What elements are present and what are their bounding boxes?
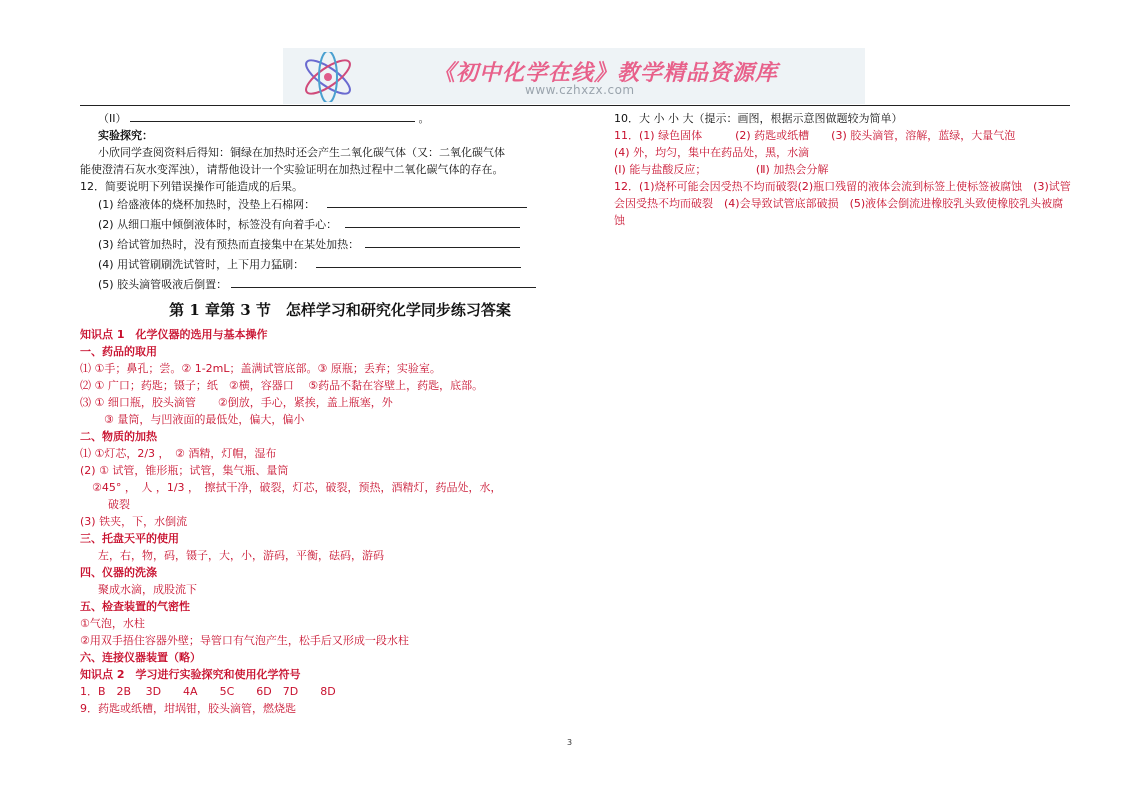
knowledge-point-2: 知识点 2 学习进行实验探究和使用化学符号 [80, 668, 301, 681]
answer-11-i: (Ⅰ) 能与盐酸反应； (Ⅱ) 加热会分解 [614, 163, 829, 176]
question-12-4: (4) 用试管刷刷洗试管时，上下用力猛刷： [80, 255, 600, 275]
experiment-text-1: 小欣同学查阅资料后得知：铜绿在加热时还会产生二氧化碳气体（又：二氧化碳气体 [98, 146, 505, 159]
section-heading: 六、连接仪器装置（略） [80, 651, 201, 664]
answer-11: 11．(1) 绿色固体 (2) 药匙或纸槽 (3) 胶头滴管，溶解，蓝绿，大量气泡 [614, 129, 1016, 142]
right-column [614, 110, 1074, 229]
experiment-text-2: 能使澄清石灰水变浑浊），请帮他设计一个实验证明在加热过程中二氧化碳气体的存在。 [80, 163, 504, 176]
experiment-title: 实验探究： [98, 129, 153, 142]
answer-line: ⑵ ① 广口；药匙；镊子；纸 ②横，容器口 ⑤药品不黏在容壁上，药匙，底部。 [80, 379, 484, 392]
chapter-title: 第 1 章第 3 节 怎样学习和研究化学同步练习答案 [169, 301, 511, 319]
answer-line: 聚成水滴，成股流下 [98, 583, 197, 596]
answer-10: 10．大 小 小 大（提示：画图，根据示意图做题较为简单） [614, 112, 903, 125]
question-12-5: (5) 胶头滴管吸液后倒置： [80, 275, 600, 295]
answer-line: ②用双手捂住容器外壁；导管口有气泡产生，松手后又形成一段水柱 [80, 634, 409, 647]
question-12-3: (3) 给试管加热时，没有预热而直接集中在某处加热： [80, 235, 600, 255]
answer-line: ⑶ ① 细口瓶，胶头滴管 ②倒放，手心，紧挨，盖上瓶塞，外 [80, 396, 393, 409]
section-heading: 二、物质的加热 [80, 430, 157, 443]
answer-blank [130, 111, 415, 122]
answer-line: ②45° ， 人 ，1/3 ， 擦拭干净，破裂，灯芯，破裂，预热，酒精灯，药品处，水， [92, 481, 502, 494]
answer-12: 12．(1)烧杯可能会因受热不均而破裂(2)瓶口残留的液体会流到标签上使标签被腐蚀 (3)试管会因受热不均而破裂 (4)会导致试管底部破损 (5)液体会倒流进橡胶乳头致使橡胶乳头被腐蚀 [614, 180, 1071, 227]
answer-line: ⑴ ①灯芯，2/3 ， ② 酒精，灯帽，湿布 [80, 447, 277, 460]
question-12: 12．简要说明下列错误操作可能造成的后果。 [80, 180, 303, 193]
answer-line: 破裂 [108, 498, 130, 511]
answer-blank [316, 257, 521, 268]
answer-blank [231, 277, 536, 288]
banner-title: 《初中化学在线》教学精品资源库 [433, 60, 779, 86]
question-ii-line: （II） 。 [98, 112, 430, 125]
answer-11-4: (4) 外，均匀，集中在药品处，黑，水滴 [614, 146, 810, 159]
answer-line: 左，右，物，码，镊子，大，小，游码，平衡，砝码，游码 [98, 549, 384, 562]
answer-line: ①气泡，水柱 [80, 617, 145, 630]
left-column [80, 110, 600, 717]
section-heading: 五、检查装置的气密性 [80, 600, 190, 613]
atom-logo-icon [293, 52, 363, 102]
answer-line: (3) 铁夹，下，水倒流 [80, 515, 188, 528]
answer-blank [327, 197, 527, 208]
section-heading: 一、药品的取用 [80, 345, 157, 358]
answer-blank [345, 217, 520, 228]
answer-line: 9．药匙或纸槽，坩埚钳，胶头滴管，燃烧匙 [80, 702, 296, 715]
question-12-2: (2) 从细口瓶中倾倒液体时，标签没有向着手心： [80, 215, 600, 235]
header-banner [283, 48, 865, 104]
answer-blank [365, 237, 520, 248]
knowledge-point-1: 知识点 1 化学仪器的选用与基本操作 [80, 328, 268, 341]
question-12-1: (1) 给盛液体的烧杯加热时，没垫上石棉网： [80, 195, 600, 215]
answer-line: (2) ① 试管，锥形瓶；试管，集气瓶、量筒 [80, 464, 289, 477]
banner-url: www.czhxzx.com [525, 83, 635, 97]
answer-line: 1．B 2B 3D 4A 5C 6D 7D 8D [80, 685, 336, 698]
answer-line: ③ 量筒，与凹液面的最低处，偏大，偏小 [104, 413, 305, 426]
page-number: 3 [567, 738, 573, 747]
answer-line: ⑴ ①手；鼻孔；尝。② 1-2mL；盖满试管底部。③ 原瓶；丢弃；实验室。 [80, 362, 441, 375]
section-heading: 四、仪器的洗涤 [80, 566, 157, 579]
section-heading: 三、托盘天平的使用 [80, 532, 179, 545]
header-divider [80, 105, 1070, 106]
